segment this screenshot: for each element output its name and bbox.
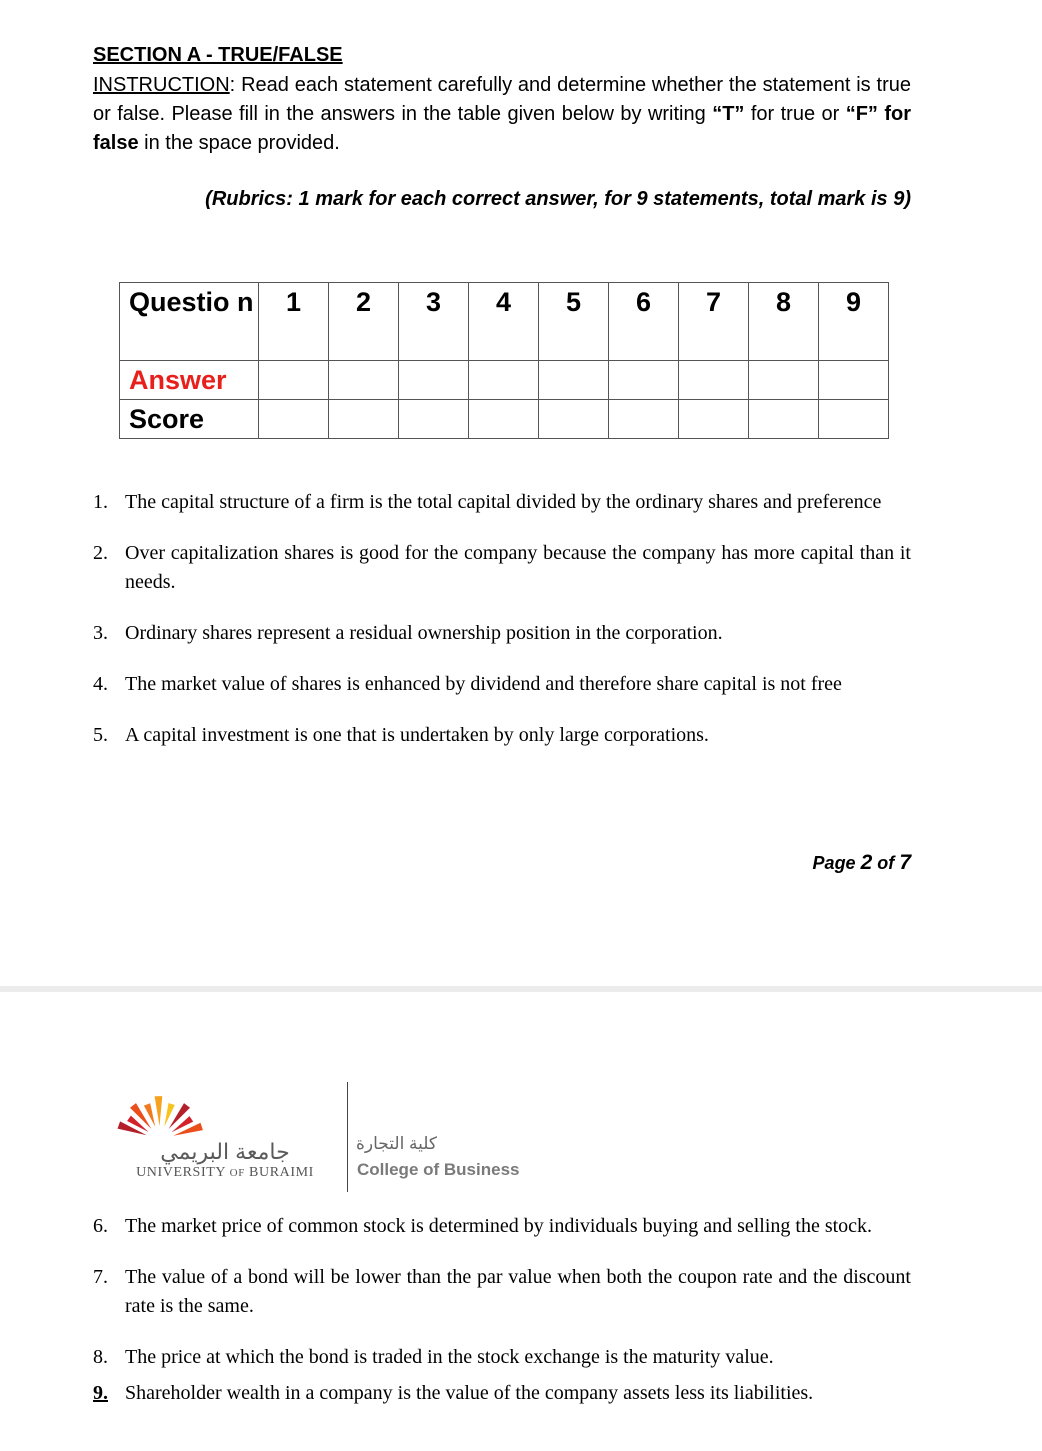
college-name-english: College of Business <box>357 1160 520 1179</box>
score-cell[interactable] <box>819 400 889 439</box>
question-number-cell: 9 <box>819 283 889 361</box>
question-text: The value of a bond will be lower than the par value when both the coupon rate and the discount rate is the same. <box>125 1266 911 1317</box>
question-text: The market price of common stock is determined by individuals buying and selling the stock. <box>125 1215 873 1237</box>
current-page: 2 <box>860 851 873 874</box>
question-list <box>93 488 911 772</box>
instruction-text-3: in the space provided. <box>138 132 340 154</box>
total-pages: 7 <box>899 851 911 874</box>
page-break-divider <box>0 986 1042 992</box>
question-number-cell: 7 <box>679 283 749 361</box>
question-number: 1. <box>93 491 108 513</box>
question-text: The price at which the bond is traded in the stock exchange is the maturity value. <box>125 1346 774 1368</box>
table-row-question <box>120 283 889 361</box>
logo-ray <box>173 1123 203 1136</box>
list-item <box>93 1379 911 1408</box>
question-text: Over capitalization shares is good for the company because the company has more capital than it needs. <box>125 542 911 593</box>
instruction-paragraph <box>93 71 911 158</box>
answer-input-cell[interactable] <box>469 361 539 400</box>
instruction-true-marker: “T” <box>712 103 745 125</box>
page-number: Page 2 of 7 <box>812 851 911 874</box>
question-number: 2. <box>93 542 108 564</box>
question-header-cell: Questio n <box>120 283 259 361</box>
score-header-cell: Score <box>120 400 259 439</box>
list-item <box>93 721 911 750</box>
answer-input-cell[interactable] <box>329 361 399 400</box>
answer-input-cell[interactable] <box>259 361 329 400</box>
question-number: 6. <box>93 1215 108 1237</box>
question-text: The capital structure of a firm is the total capital divided by the ordinary shares and preference <box>125 491 882 513</box>
list-item <box>93 619 911 648</box>
question-number: 8. <box>93 1346 108 1368</box>
question-number-cell: 8 <box>749 283 819 361</box>
answer-input-cell[interactable] <box>609 361 679 400</box>
question-number-cell: 1 <box>259 283 329 361</box>
list-item <box>93 670 911 699</box>
question-text: The market value of shares is enhanced by dividend and therefore share capital is not free <box>125 673 842 695</box>
question-number-cell: 3 <box>399 283 469 361</box>
score-cell[interactable] <box>469 400 539 439</box>
rubric-note: (Rubrics: 1 mark for each correct answer, for 9 statements, total mark is 9) <box>205 188 911 210</box>
answer-input-cell[interactable] <box>819 361 889 400</box>
question-text: Ordinary shares represent a residual ownership position in the corporation. <box>125 622 723 644</box>
score-cell[interactable] <box>749 400 819 439</box>
answer-input-cell[interactable] <box>749 361 819 400</box>
instruction-text-1: : Read each statement carefully and determine whether the statement is true or false. Please fill in the answers in the table given below by writing <box>93 74 911 125</box>
list-item <box>93 488 911 517</box>
section-title: SECTION A - TRUE/FALSE <box>93 44 343 66</box>
question-number-cell: 5 <box>539 283 609 361</box>
score-cell[interactable] <box>329 400 399 439</box>
question-number-cell: 6 <box>609 283 679 361</box>
table-row-score <box>120 400 889 439</box>
score-cell[interactable] <box>399 400 469 439</box>
question-number: 5. <box>93 724 108 746</box>
question-number-cell: 4 <box>469 283 539 361</box>
question-number: 7. <box>93 1266 108 1288</box>
score-cell[interactable] <box>609 400 679 439</box>
answer-input-cell[interactable] <box>539 361 609 400</box>
question-text: A capital investment is one that is undertaken by only large corporations. <box>125 724 709 746</box>
instruction-label: INSTRUCTION <box>93 74 230 96</box>
score-cell[interactable] <box>679 400 749 439</box>
answer-header-cell: Answer <box>120 361 259 400</box>
logo-ray <box>144 1103 155 1127</box>
question-number: 9. <box>93 1382 108 1404</box>
list-item <box>93 1263 911 1321</box>
university-name-english: UNIVERSITY OF BURAIMI <box>136 1165 314 1180</box>
question-number-cell: 2 <box>329 283 399 361</box>
answer-input-cell[interactable] <box>679 361 749 400</box>
logo-ray <box>155 1096 163 1126</box>
question-list-continued <box>93 1212 911 1430</box>
instruction-false-marker: “F” for false <box>93 103 912 154</box>
table-row-answer <box>120 361 889 400</box>
list-item <box>93 1343 911 1372</box>
score-cell[interactable] <box>259 400 329 439</box>
university-logo-sunburst-icon <box>115 1090 225 1140</box>
list-item <box>93 1212 911 1241</box>
answer-table <box>119 282 889 439</box>
question-number: 4. <box>93 673 108 695</box>
question-number: 3. <box>93 622 108 644</box>
college-name-arabic: كلية التجارة <box>356 1134 437 1153</box>
answer-input-cell[interactable] <box>399 361 469 400</box>
question-text: Shareholder wealth in a company is the value of the company assets less its liabilities. <box>125 1382 814 1404</box>
university-name-arabic: جامعة البريمي <box>160 1139 290 1164</box>
logo-divider <box>347 1082 348 1192</box>
instruction-text-2: for true or <box>744 103 846 125</box>
list-item <box>93 539 911 597</box>
score-cell[interactable] <box>539 400 609 439</box>
